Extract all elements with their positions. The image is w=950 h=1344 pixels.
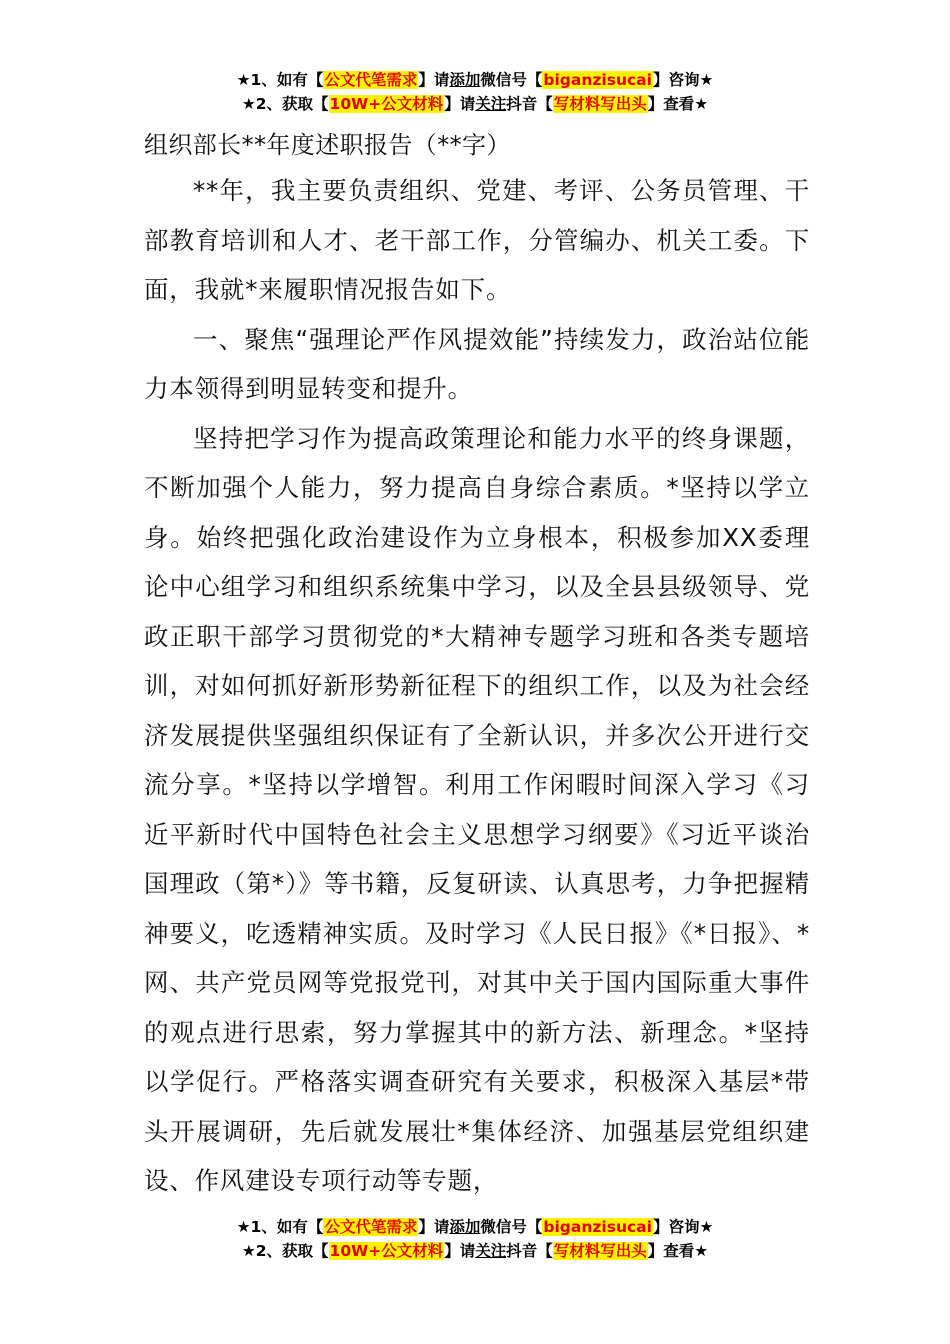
promo-banner-top bbox=[0, 68, 950, 116]
document-title: 组织部长**年度述职报告（**字） bbox=[144, 131, 511, 159]
promo-materials-highlight: 10W+公文材料 bbox=[329, 1242, 444, 1260]
promo-douyin-account: 写材料写出头 bbox=[553, 1242, 647, 1260]
promo-service-highlight: 公文代笔需求 bbox=[324, 1218, 418, 1236]
promo-line-1: ★1、如有【公文代笔需求】请添加微信号【biganzisucai】咨询★ bbox=[236, 1218, 714, 1236]
paragraph-study: 坚持把学习作为提高政策理论和能力水平的终身课题，不断加强个人能力，努力提高自身综合素质。*坚持以学立身。始终把强化政治建设作为立身根本，积极参加XX委理论中心组学习和组织系统集中学习，以及全县县级领导、党政正职干部学习贯彻党的*大精神专题学习班和各类专题培训，对如何抓好新形势新征程下的组织工作，以及为社会经济发展提供坚强组织保证有了全新认识，并多次公开进行交流分享。*坚持以学增智。利用工作闲暇时间深入学习《习近平新时代中国特色社会主义思想学习纲要》《习近平谈治国理政（第*）》等书籍，反复研读、认真思考，力争把握精神要义，吃透精神实质。及时学习《人民日报》《*日报》、*网、共产党员网等党报党刊，对其中关于国内国际重大事件的观点进行思索，努力掌握其中的新方法、新理念。*坚持以学促行。严格落实调查研究有关要求，积极深入基层*带头开展调研，先后就发展壮*集体经济、加强基层党组织建设、作风建设专项行动等专题， bbox=[144, 423, 810, 1195]
promo-line-2: ★2、获取【10W+公文材料】请关注抖音【写材料写出头】查看★ bbox=[241, 1242, 709, 1260]
section-heading-1: 一、聚焦“强理论严作风提效能”持续发力，政治站位能力本领得到明显转变和提升。 bbox=[144, 324, 810, 403]
paragraph-intro: **年，我主要负责组织、党建、考评、公务员管理、干部教育培训和人才、老干部工作，分管编办、机关工委。下面，我就*来履职情况报告如下。 bbox=[144, 176, 810, 304]
document-body bbox=[144, 124, 810, 1206]
promo-banner-bottom bbox=[0, 1215, 950, 1263]
promo-line-2: ★2、获取【10W+公文材料】请关注抖音【写材料写出头】查看★ bbox=[241, 95, 709, 113]
promo-douyin-account: 写材料写出头 bbox=[553, 95, 647, 113]
promo-wechat-id: biganzisucai bbox=[543, 71, 652, 89]
promo-service-highlight: 公文代笔需求 bbox=[324, 71, 418, 89]
promo-materials-highlight: 10W+公文材料 bbox=[329, 95, 444, 113]
promo-line-1: ★1、如有【公文代笔需求】请添加微信号【biganzisucai】咨询★ bbox=[236, 71, 714, 89]
promo-wechat-id: biganzisucai bbox=[543, 1218, 652, 1236]
